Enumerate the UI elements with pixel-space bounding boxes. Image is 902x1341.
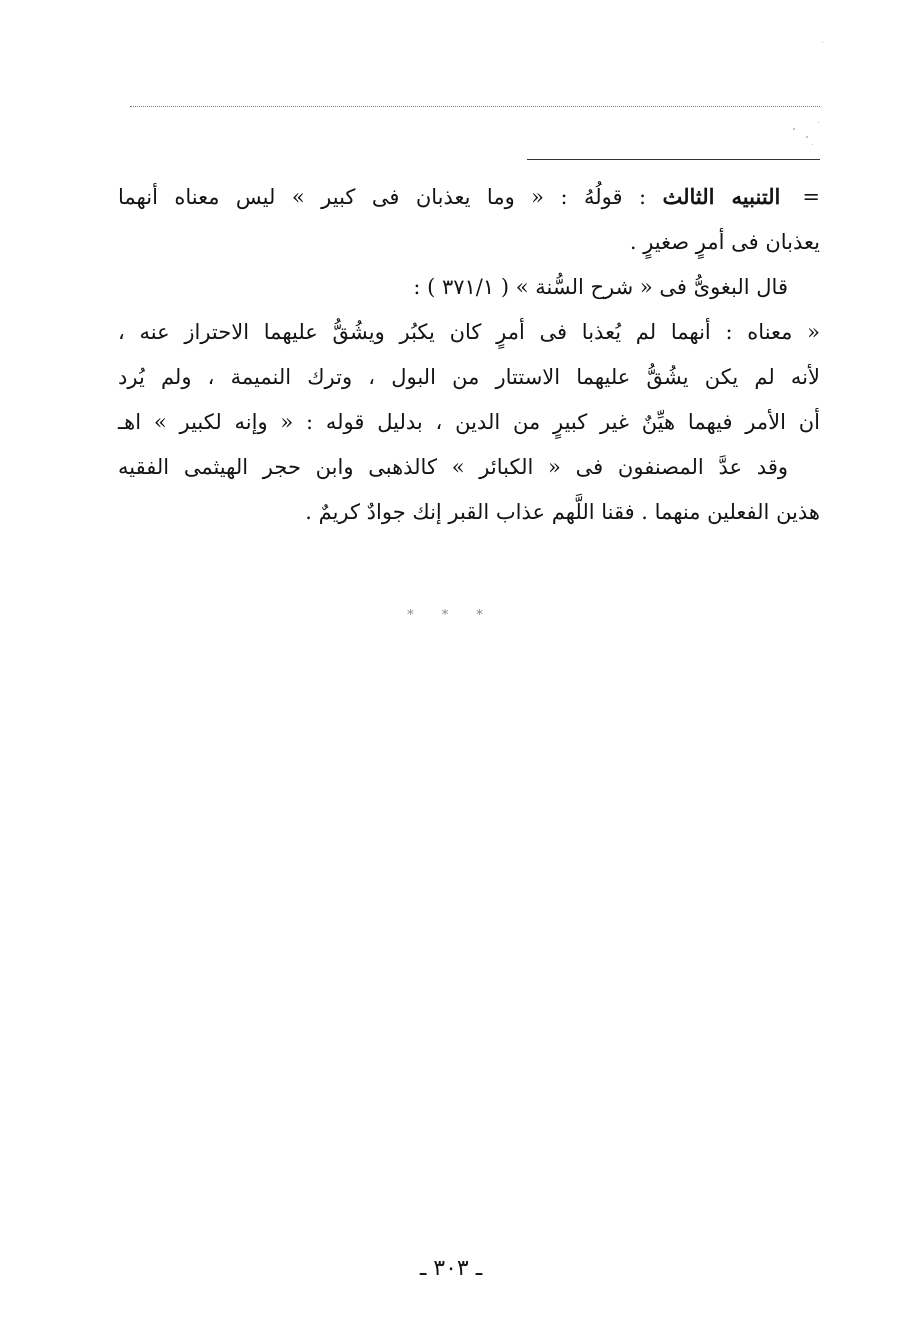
- scan-speck: [818, 122, 819, 123]
- scan-speck: [822, 42, 823, 43]
- section-heading: التنبيه الثالث: [662, 184, 781, 209]
- text-line-7: وقد عدَّ المصنفون فى « الكبائر » كالذهبى وابن حجر الهيثمى الفقيه: [118, 455, 788, 479]
- text-line-5: لأنه لم يكن يشُقُّ عليهما الاستتار من البول ، وترك النميمة ، ولم يُرد: [118, 365, 820, 389]
- text-line-1: [118, 174, 820, 220]
- scan-speck: [806, 136, 808, 138]
- text-line-6: أن الأمر فيهما هيِّنٌ غير كبيرٍ من الدين ، بدليل قوله : « وإنه لكبير » اهـ: [118, 410, 820, 434]
- text-line-1-rest: : قولُهُ : « وما يعذبان فى كبير » ليس معناه أنهما: [118, 185, 663, 209]
- text-line-3: قال البغوىُّ فى « شرح السُّنة » ( ٣٧١/١ ) :: [413, 275, 788, 299]
- section-separator: * * *: [407, 608, 495, 623]
- body-text: [118, 174, 820, 535]
- header-dotted-rule: [130, 106, 820, 107]
- page-number: ـ ٣٠٣ ـ: [419, 1256, 483, 1281]
- text-line-4: « معناه : أنهما لم يُعذبا فى أمرٍ كان يكبُر ويشُقُّ عليهما الاحتراز عنه ،: [118, 320, 820, 344]
- text-line-2: يعذبان فى أمرٍ صغيرٍ .: [629, 230, 820, 254]
- separator-rule: [527, 159, 820, 160]
- text-line-8: هذين الفعلين منهما . فقنا اللَّهم عذاب القبر إنك جوادٌ كريمٌ .: [305, 500, 820, 524]
- continuation-mark: =: [802, 185, 820, 209]
- scan-speck: [793, 128, 795, 130]
- scan-speck: [812, 144, 813, 145]
